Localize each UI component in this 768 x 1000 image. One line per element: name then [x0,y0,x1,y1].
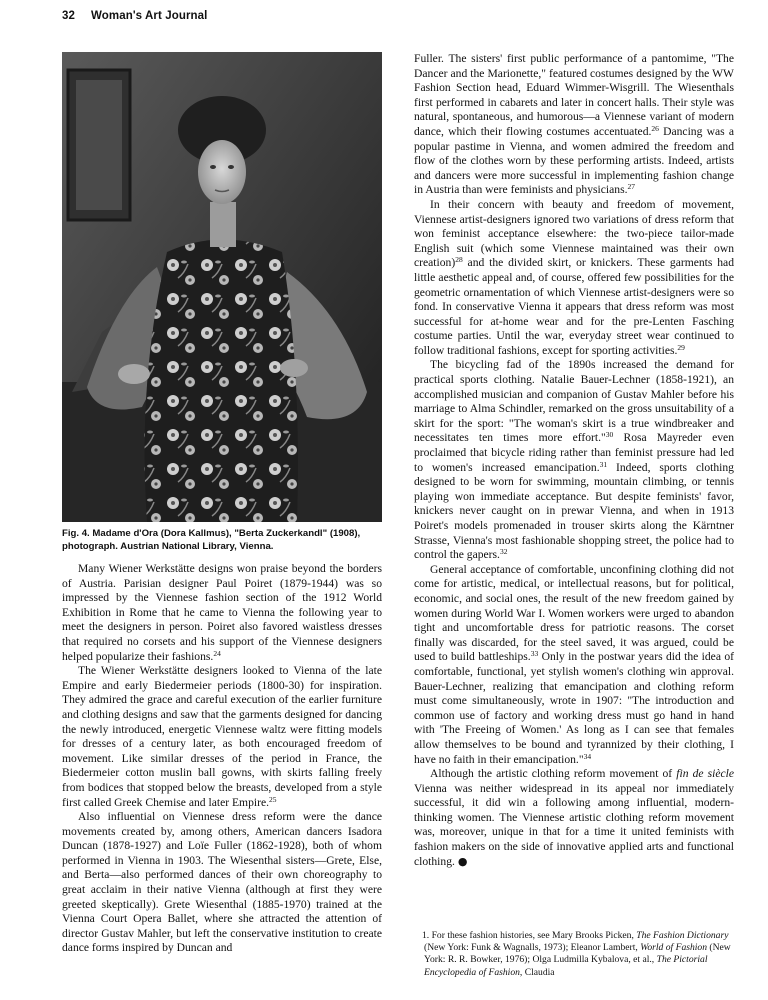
left-column [62,562,382,956]
note-ref: 27 [627,182,635,192]
italic-phrase: fin de siècle [676,767,734,781]
paragraph-text: Many Wiener Werkstätte designs won praise beyond the borders of Austria. Parisian designer Paul Poiret (1879-1944) was so impressed by the Viennese fashion section of the 1912 World Exhibition in Rome that he came to Vienna the following year to meet the designers in person. Poiret also favored waistless dresses that required no corsets and his support of the Viennese designers helped popularize their fashions. [62,562,382,663]
note-ref: 26 [651,123,659,133]
footnote-text: (New York: Funk & Wagnalls, 1973); Eleanor Lambert, [424,942,641,954]
paragraph [62,664,382,810]
footnotes [414,930,734,979]
paragraph [414,358,734,562]
paragraph-text: Also influential on Viennese dress reform were the dance movements created by, among others, American dancers Isadora Duncan (1878-1927) and Loïe Fuller (1862-1928), both of whom performed in Vienna in 1903. The Wiesenthal sisters—Grete, Else, and Berta—also performed dances of their own choreography to great acclaim in their native Vienna (although at first they were greeted skeptically). Grete Wiesenthal (1885-1970) trained at the Vienna Court Opera Ballet, where she attracted the attention of director Gustav Mahler, but left the conservative institution to create dance forms inspired by Duncan and [62,810,382,955]
note-ref: 31 [599,459,608,469]
paragraph-text: Dancing was a popular pastime in Vienna, and women admired the freedom and flow of the clothes worn by these performing artists. Indeed, artists and dancers were more successful in implementing fashion change in Austria than were feminists and physicians. [414,124,734,197]
footnote-text: For these fashion histories, see Mary Brooks Picken, [429,930,637,941]
end-mark-icon: ● [457,854,468,868]
footnote-text: , Claudia [519,966,555,978]
note-ref: 32 [499,547,508,557]
paragraph [62,810,382,956]
paragraph-text: Fuller. The sisters' first public performance of a pantomime, "The Dancer and the Marionette," featured costumes designed by the WW Fashion Section head, Eduard Wimmer-Wisgrill. The Wiesenthals first performed in cabarets and later in concert halls. Their style was natural, spontaneous, and humorous—a Viennese variant of modern dance, which their flowing costumes accentuated. [414,52,734,138]
note-ref: 30 [605,430,614,440]
footnote-number: 1. [422,930,430,941]
note-ref: 34 [583,751,592,761]
right-column [414,52,734,869]
paragraph [414,198,734,359]
note-ref: 29 [677,342,685,352]
figure-photograph [62,52,382,522]
running-head [62,10,207,22]
paragraph-text: Only in the postwar years did the idea of comfortable, functional, yet stylish women's clothing win approval. Bauer-Lechner, realizing that emancipation and clothing reform must come simultaneously, wrote in 1907: "The introduction and common use of factory and working dress must go hand in hand with 'The Freeing of Women.' As long as I can see that females allow themselves to be bound and tyrannized by their clothing, I have no faith in their emancipation." [414,650,734,766]
portrait-photo-illustration [62,52,382,522]
footnote-title: The Pictorial Encyclopedia of Fashion [424,954,708,978]
footnote-title: World of Fashion [640,942,708,954]
paragraph-text: Vienna was neither widespread in its appeal nor immediately successful, it did win a following among influential, modern-thinking women. The Viennese artistic clothing reform movement was, moreover, unique in that for a time it united feminists with fashion makers on the side of innovative applied arts and functional clothing. [414,781,734,868]
note-ref: 33 [530,649,539,659]
paragraph [62,562,382,664]
paragraph-text: Although the artistic clothing reform movement of [430,767,677,781]
paragraph-text: The Wiener Werkstätte designers looked to Vienna of the late Empire and early Biedermeier periods (1800-30) for inspiration. They admired the grace and careful execution of the earlier furniture and clothing designs and saw that the garments designed for dancing the newly introduced, energetic Viennese waltz were fitting models for dresses of a century later, as both encouraged freedom of movement. Like similar dresses of the period in France, the Biedermeier cotton muslin ball gowns, with skirts falling freely from bodices that stopped below the breasts, developed from a style first called Greek Chemise and later Empire. [62,664,382,809]
note-ref: 25 [269,794,277,804]
paragraph-text: In their concern with beauty and freedom of movement, Viennese artist-designers ignored two variations of dress reform that won feminist acceptance elsewhere: the two-piece tailor-made English suit (which some Viennese maintained was their own creation) [414,197,734,270]
paragraph-text: Rosa Mayreder even proclaimed that bicycle riding rather than feminist pressure had led to women's increased emancipation. [414,431,734,474]
figure-caption: Fig. 4. Madame d'Ora (Dora Kallmus), "Berta Zuckerkandl" (1908), photograph. Austrian National Library, Vienna. [62,528,361,552]
page-number: 32 [62,10,75,22]
paragraph-text: General acceptance of comfortable, unconfining clothing did not come for artistic, medical, or intellectual reasons, but for political, economic, and social ones, the result of the new freedom gained by women during World War I. Women workers were urged to abandon tight and uncomfortable dress for patriotic reasons. The corset finally was discarded, for the steel saved, it was argued, could be used to build battleships. [414,562,734,664]
paragraph [414,767,734,869]
footnote-title: The Fashion Dictionary [636,930,729,941]
journal-title: Woman's Art Journal [91,10,208,22]
paragraph [414,52,734,198]
footnote-text: (New York: R. R. Bowker, 1976); Olga Ludmilla Kybalova, et al., [424,942,731,966]
note-ref: 24 [213,648,221,658]
paragraph [414,563,734,767]
note-ref: 28 [455,255,463,265]
paragraph-text: and the divided skirt, or knickers. These garments had little aesthetic appeal and, of course, offered few possibilities for the geometric ornamentation of which Viennese artist-designers were so fond. In conservative Vienna it appears that dress reform was most successful for at-home wear and for the pre-Lenten Fasching costume parties. Until the war, everyday street wear continued to follow traditional fashions, except for sporting activities. [414,256,734,357]
paragraph-text: The bicycling fad of the 1890s increased the demand for practical sports clothing. Natalie Bauer-Lechner (1858-1921), an accomplished musician and companion of Gustav Mahler before his marriage to Alma Schindler, remarked on the gross unsuitability of a skirt for the sport: "The woman's skirt is a true windbreaker and necessitates ten times more effort." [414,358,734,445]
footnote [414,930,734,979]
paragraph-text: Indeed, sports clothing designed to be worn for swimming, mountain climbing, or tennis playing won immediate acceptance. But despite feminists' favor, knickers never caught on in prewar Vienna, and when in 1913 Poiret's models promenaded in trouser skirts along the Kärntner Strasse, Vienna's most fashionable shopping street, the police had to control the gapers. [414,460,734,562]
